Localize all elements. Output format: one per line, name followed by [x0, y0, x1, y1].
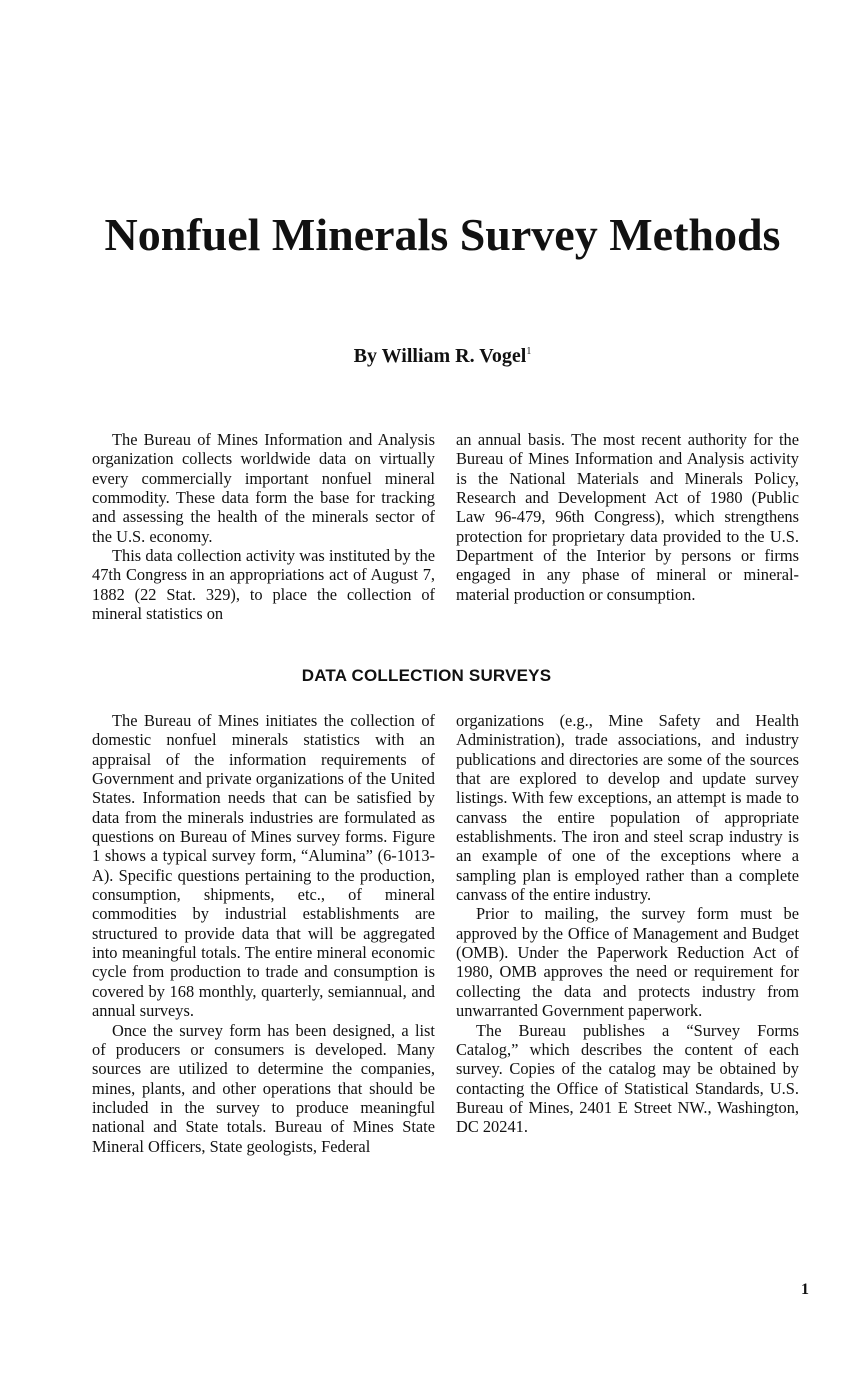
page-title: Nonfuel Minerals Survey Methods	[104, 209, 781, 260]
page-number: 1	[801, 1281, 809, 1298]
author-byline	[200, 345, 685, 368]
body-paragraph: Prior to mailing, the survey form must be approved by the Office of Management and Budget (OMB). Under the Paperwork Reduction Act of 1980, OMB approves the need or requirement for collecting the data and protects industry from unwarranted Government paperwork.	[456, 904, 799, 1021]
section-heading: DATA COLLECTION SURVEYS	[301, 666, 552, 685]
intro-paragraph: This data collection activity was instituted by the 47th Congress in an appropriations act of August 7, 1882 (22 Stat. 329), to place the collection of mineral statistics on	[92, 546, 435, 624]
intro-paragraph: an annual basis. The most recent authority for the Bureau of Mines Information and Analysis activity is the National Materials and Minerals Policy, Research and Development Act of 1980 (Public Law 96-479, 96th Congress), which strengthens protection for proprietary data provided to the U.S. Department of the Interior by persons or firms engaged in any phase of mineral or mineral-material production or consumption.	[456, 430, 799, 604]
section-column-right	[456, 711, 799, 1137]
body-paragraph: organizations (e.g., Mine Safety and Health Administration), trade associations, and industry publications and directories are some of the sources that are explored to develop and update survey listings. With few exceptions, an attempt is made to canvass the entire population of appropriate establishments. The iron and steel scrap industry is an example of one of the exceptions where a sampling plan is employed rather than a complete canvass of the entire industry.	[456, 711, 799, 905]
body-paragraph: The Bureau of Mines initiates the collection of domestic nonfuel minerals statistics with an appraisal of the information requirements of Government and private organizations of the United States. Information needs that can be satisfied by data from the minerals industries are formulated as questions on Bureau of Mines survey forms. Figure 1 shows a typical survey form, “Alumina” (6-1013-A). Specific questions pertaining to the production, consumption, shipments, etc., of mineral commodities by industrial establishments are structured to provide data that will be aggregated into meaningful totals. The entire mineral economic cycle from production to trade and consumption is covered by 168 monthly, quarterly, semiannual, and annual surveys.	[92, 711, 435, 1021]
intro-column-left	[92, 430, 435, 623]
intro-paragraph: The Bureau of Mines Information and Analysis organization collects worldwide data on virtually every commercially important nonfuel mineral commodity. These data form the base for tracking and assessing the health of the minerals sector of the U.S. economy.	[92, 430, 435, 546]
intro-column-right	[456, 430, 799, 604]
body-paragraph: Once the survey form has been designed, a list of producers or consumers is developed. Many sources are utilized to determine the companies, mines, plants, and other operations that should be included in the survey to produce meaningful national and State totals. Bureau of Mines State Mineral Officers, State geologists, Federal	[92, 1020, 435, 1156]
section-column-left	[92, 711, 435, 1156]
body-paragraph: The Bureau publishes a “Survey Forms Catalog,” which describes the content of each survey. Copies of the catalog may be obtained by contacting the Office of Statistical Standards, U.S. Bureau of Mines, 2401 E Street NW., Washington, DC 20241.	[456, 1020, 799, 1137]
footnote-marker: 1	[526, 346, 532, 357]
author-name: By William R. Vogel	[353, 345, 527, 367]
